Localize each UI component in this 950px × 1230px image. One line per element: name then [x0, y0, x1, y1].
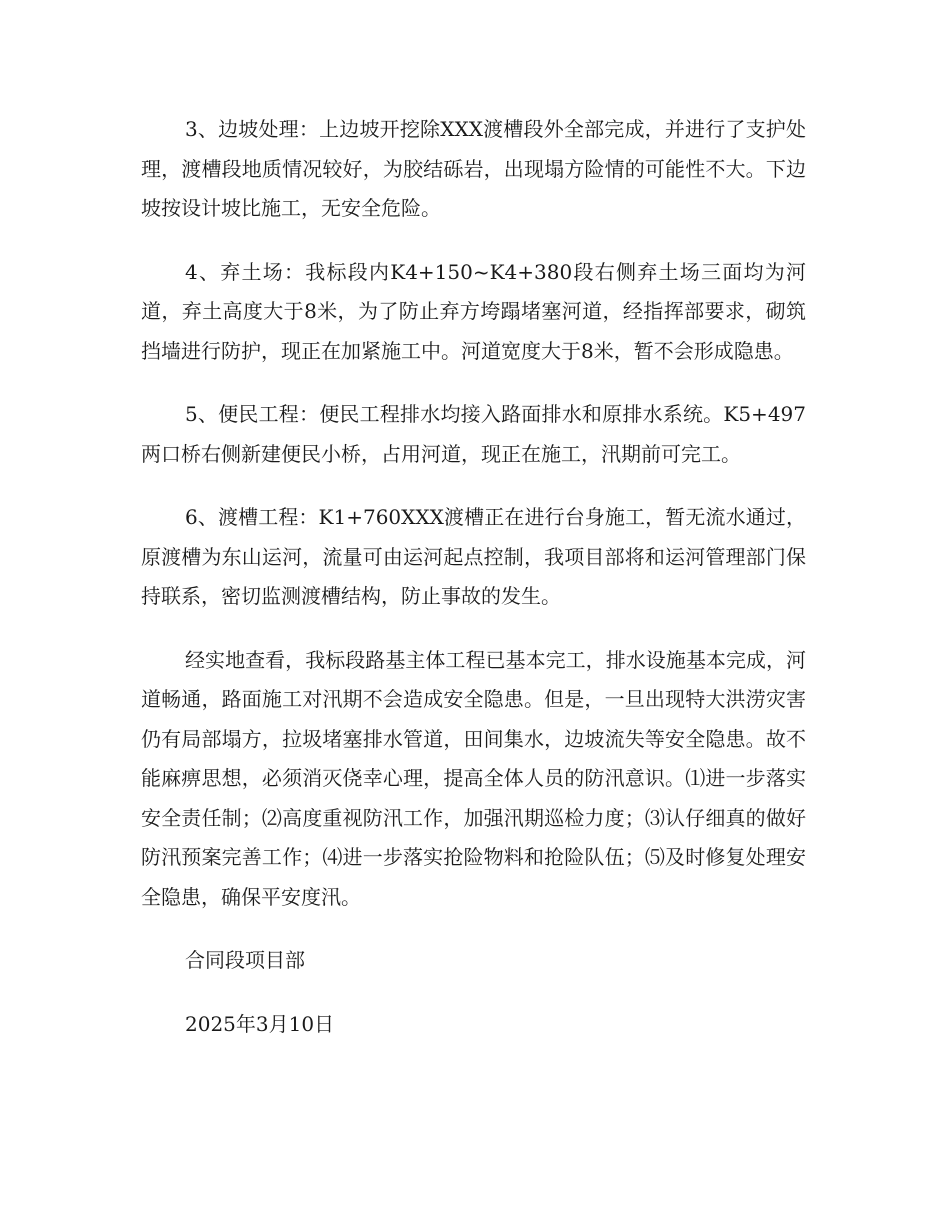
paragraph-spoil-ground: 4、弃土场：我标段内K4+150~K4+380段右侧弃土场三面均为河道，弃土高度大于8米，为了防止弃方垮蹋堵塞河道，经指挥部要求，砌筑挡墙进行防护，现正在加紧施工中。河道宽度大于8米，暂不会形成隐患。 [141, 259, 806, 363]
document-body [141, 110, 806, 1068]
paragraph-aqueduct-works: 6、渡槽工程：K1+760XXX渡槽正在进行台身施工，暂无流水通过，原渡槽为东山运河，流量可由运河起点控制，我项目部将和运河管理部门保持联系，密切监测渡槽结构，防止事故的发生。 [141, 505, 806, 608]
paragraph-slope-treatment: 3、边坡处理：上边坡开挖除XXX渡槽段外全部完成，并进行了支护处理，渡槽段地质情况较好，为胶结砾岩，出现塌方险情的可能性不大。下边坡按设计坡比施工，无安全危险。 [141, 117, 806, 220]
signature-department: 合同段项目部 [185, 948, 305, 972]
paragraph-convenience-works: 5、便民工程：便民工程排水均接入路面排水和原排水系统。K5+497两口桥右侧新建便民小桥，占用河道，现正在施工，汛期前可完工。 [141, 402, 806, 466]
signature-date: 2025年3月10日 [185, 1011, 335, 1036]
paragraph-inspection-summary: 经实地查看，我标段路基主体工程已基本完工，排水设施基本完成，河道畅通，路面施工对汛期不会造成安全隐患。但是，一旦出现特大洪涝灾害仍有局部塌方，拉圾堵塞排水管道，田间集水，边坡流失等安全隐患。故不能麻痹思想，必须消灭侥幸心理，提高全体人员的防汛意识。⑴进一步落实安全责任制；⑵高度重视防汛工作，加强汛期巡检力度；⑶认仔细真的做好防汛预案完善工作；⑷进一步落实抢险物料和抢险队伍；⑸及时修复处理安全隐患，确保平安度汛。 [141, 647, 806, 909]
